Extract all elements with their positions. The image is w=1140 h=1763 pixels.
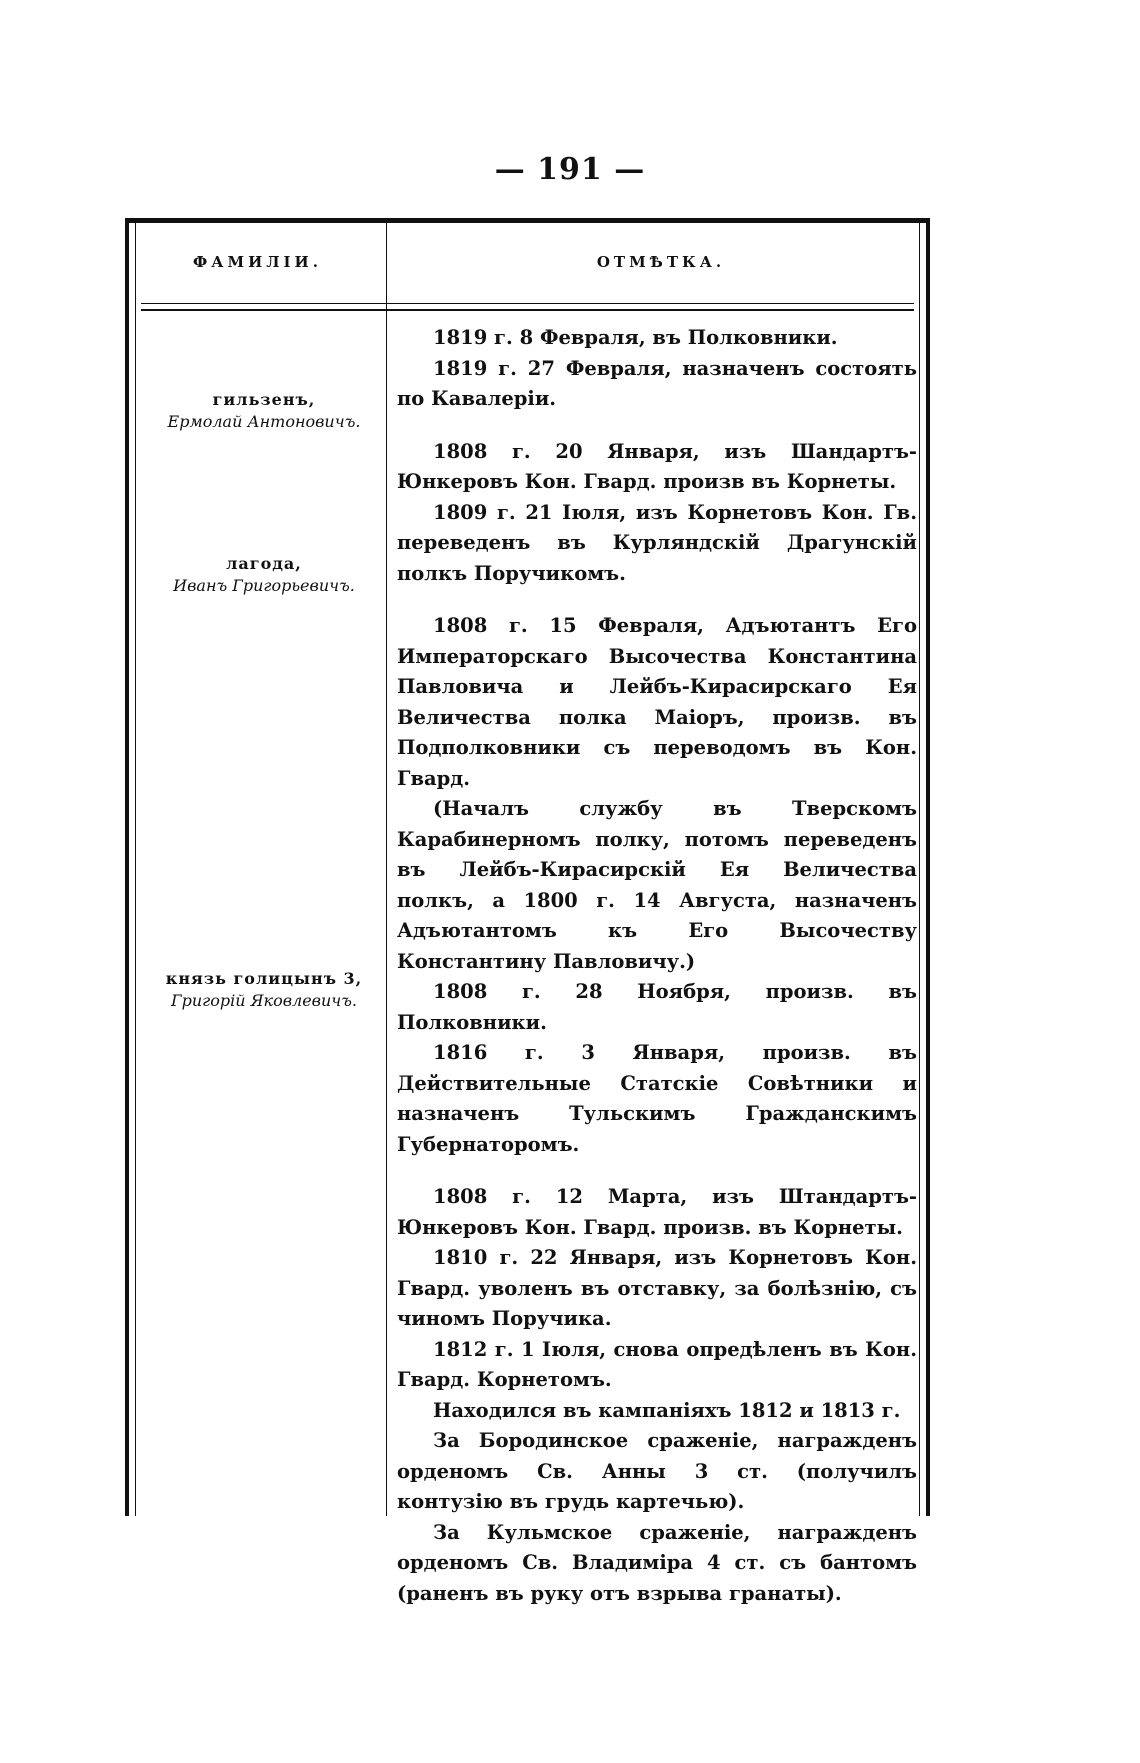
given-name: Григорій Яковлевичъ. — [170, 991, 357, 1010]
header-rule — [141, 303, 914, 304]
remark-entry: 1809 г. 21 Іюля, изъ Корнетовъ Кон. Гв. переведенъ въ Курляндскій Драгунскій полкъ Поручикомъ. — [397, 500, 917, 585]
header-surnames: ФАМИЛІИ. — [193, 253, 322, 271]
remarks-column — [397, 323, 917, 1609]
surname: князь голицынъ 3, — [165, 969, 363, 988]
remark-entry: 1816 г. 3 Января, произв. въ Действительные Статскіе Совѣтники и назначенъ Тульскимъ Гражданскимъ Губернаторомъ. — [397, 1041, 917, 1156]
given-name: Ермолай Антоновичъ. — [167, 412, 361, 431]
name-golitsyn — [149, 968, 379, 1012]
remark-entry: 1808 г. 12 Марта, изъ Штандартъ-Юнкеровъ Кон. Гвард. произв. въ Корнеты. — [397, 1185, 917, 1239]
remark-entry: За Кульмское сраженіе, награжденъ орденомъ Св. Владиміра 4 ст. съ бантомъ (раненъ въ руку отъ взрыва гранаты). — [397, 1520, 917, 1605]
name-lagoda — [149, 553, 379, 597]
header-rule-thick — [141, 309, 914, 311]
page-number: — 191 — — [494, 152, 646, 187]
remark-entry: 1819 г. 27 Февраля, назначенъ состоять по Кавалеріи. — [397, 356, 917, 410]
surname: лагода, — [226, 554, 302, 573]
frame-inner-rule-right — [919, 223, 920, 1516]
remark-entry: 1810 г. 22 Января, изъ Корнетовъ Кон. Гвард. уволенъ въ отставку, за болѣзнію, съ чиномъ Поручика. — [397, 1246, 917, 1330]
remark-entry: За Бородинское сраженіе, награжденъ орденомъ Св. Анны 3 ст. (получилъ контузію въ грудь картечью). — [397, 1429, 917, 1513]
record-table — [125, 218, 930, 1605]
remark-entry: 1808 г. 20 Января, изъ Шандартъ-Юнкеровъ Кон. Гвард. произв въ Корнеты. — [397, 439, 917, 493]
column-divider — [386, 223, 387, 1516]
remark-entry: 1808 г. 15 Февраля, Адъютантъ Его Императорскаго Высочества Константина Павловича и Лейбъ-Кирасирскаго Ея Величества полка Маіоръ, произв. въ Подполковники съ переводомъ въ Кон. Гвард. — [397, 614, 917, 790]
given-name: Иванъ Григорьевичъ. — [173, 576, 355, 595]
remark-entry: 1808 г. 28 Ноября, произв. въ Полковники. — [397, 980, 917, 1034]
remark-entry: Находился въ кампаніяхъ 1812 и 1813 г. — [433, 1398, 901, 1422]
surname: гильзенъ, — [212, 390, 316, 409]
remark-entry: 1812 г. 1 Іюля, снова опредѣленъ въ Кон. Гвард. Корнетомъ. — [397, 1337, 917, 1391]
remark-entry: 1819 г. 8 Февраля, въ Полковники. — [433, 326, 838, 349]
header-remarks: ОТМѢТКА. — [596, 253, 726, 271]
remark-entry: (Началъ службу въ Тверскомъ Карабинерномъ полку, потомъ переведенъ въ Лейбъ-Кирасирскій Ея Величества полкъ, а 1800 г. 14 Августа, назначенъ Адъютантомъ къ Его Высочеству Константину Павловичу.) — [397, 797, 917, 973]
name-gilzen — [149, 389, 379, 433]
frame-inner-rule-left — [135, 223, 136, 1516]
